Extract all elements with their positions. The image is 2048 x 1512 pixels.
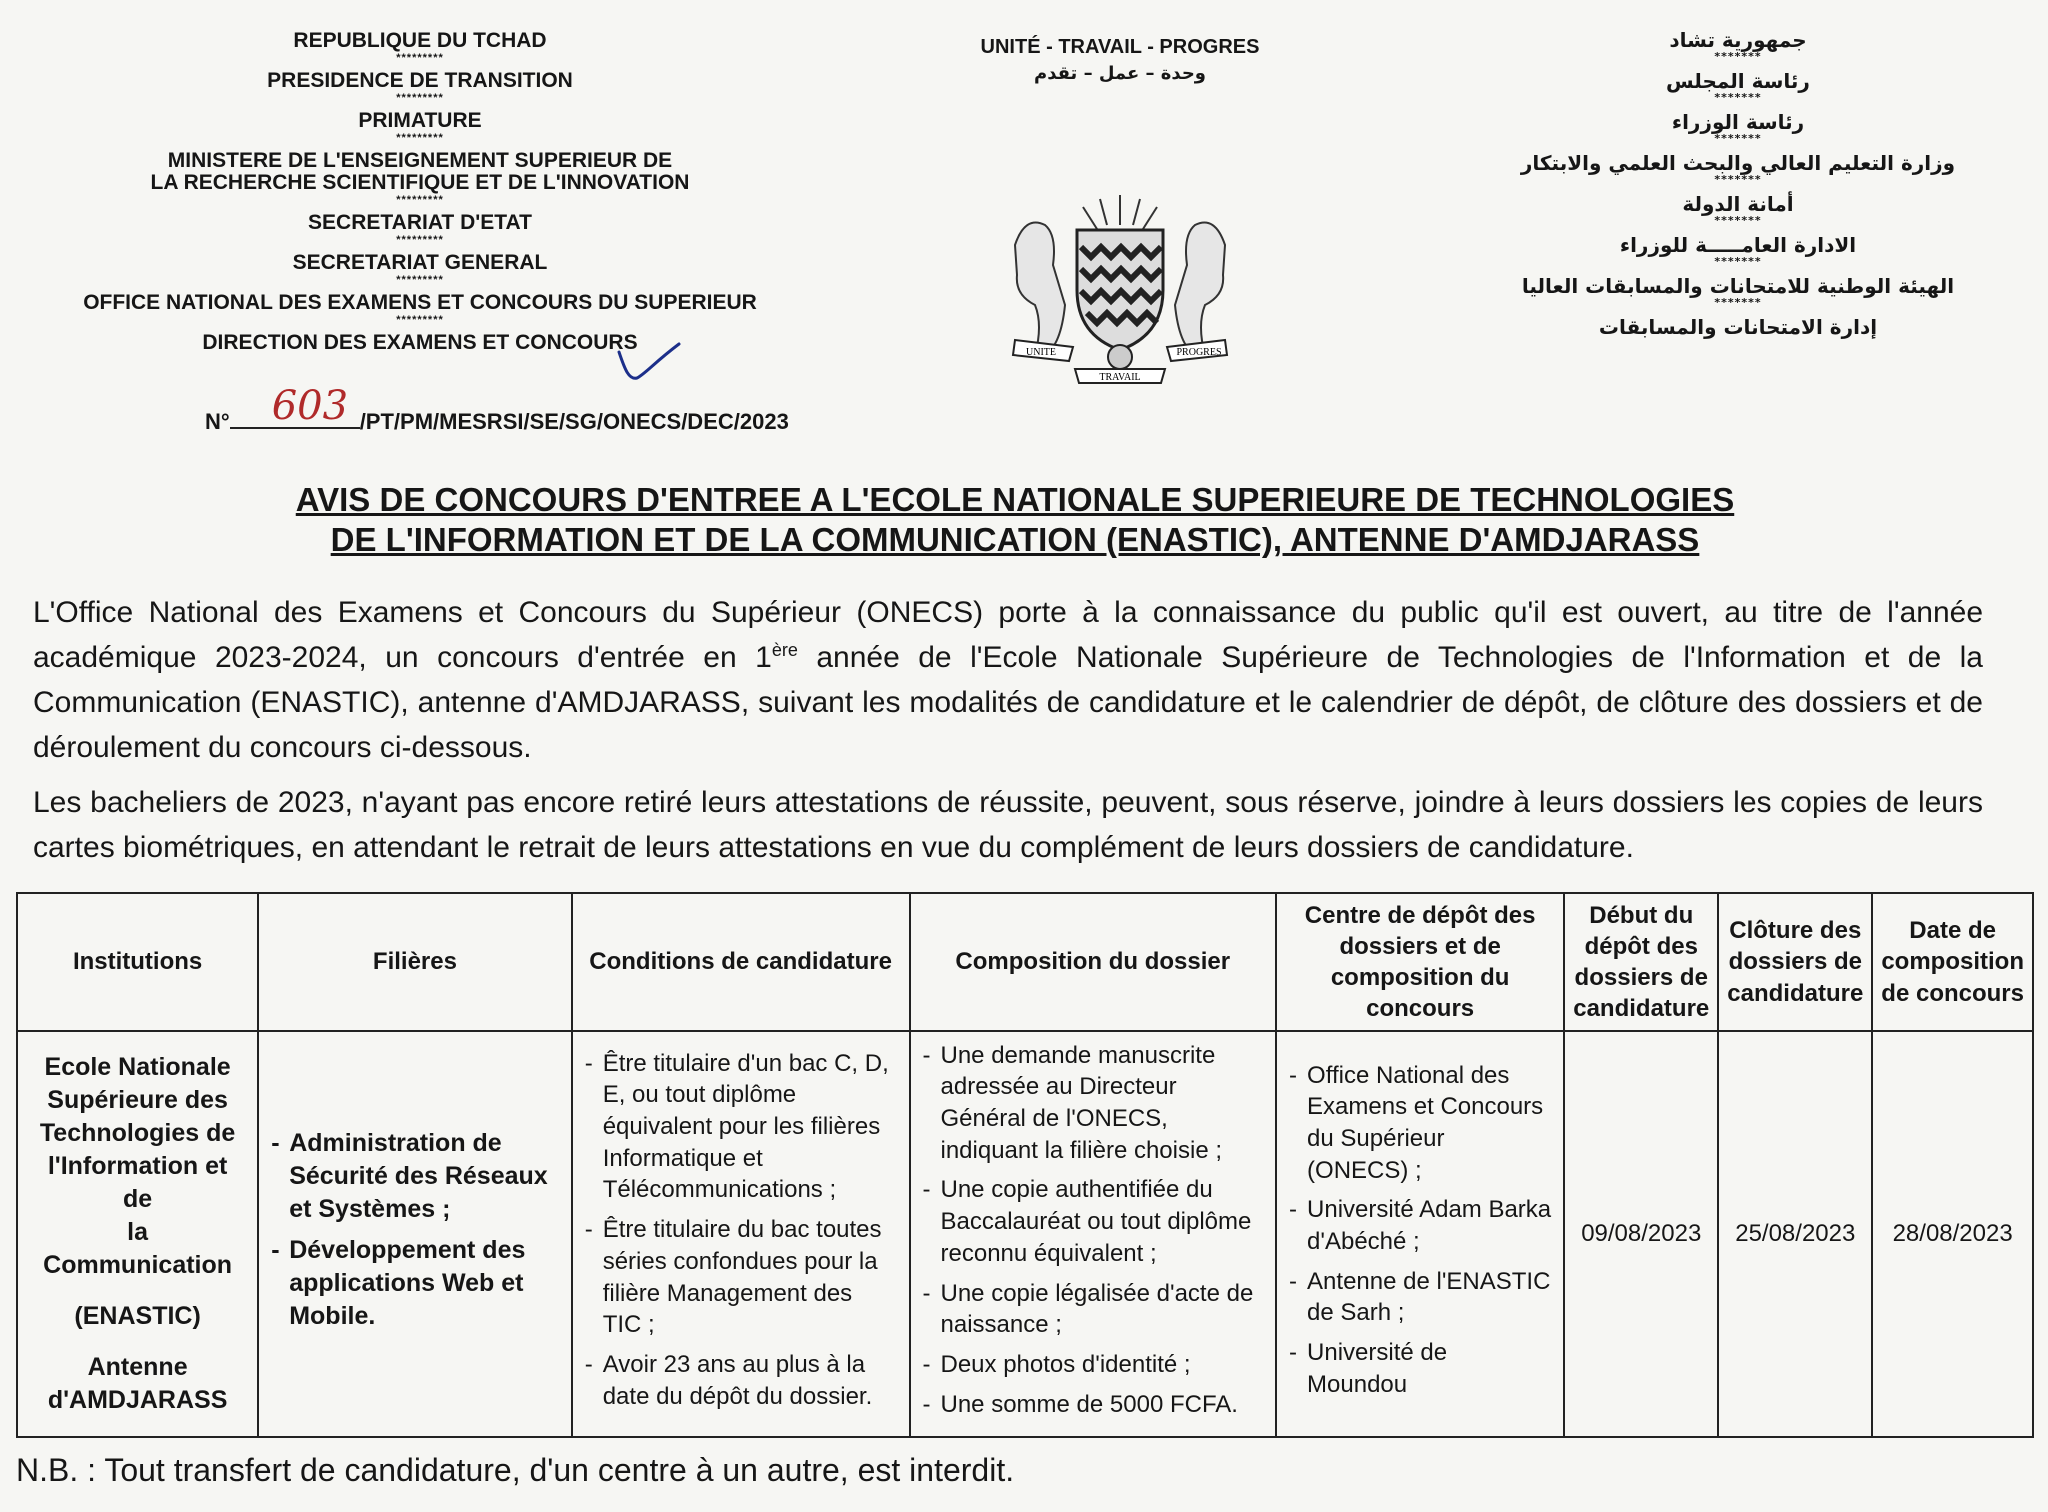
header-center [960,36,1280,84]
filieres-cell [258,1031,572,1437]
separator: ********* [396,314,444,327]
composition-date: 28/08/2023 [1872,1031,2033,1437]
conditions-list [585,1048,897,1412]
direction-name: DIRECTION DES EXAMENS ET CONCOURS [202,331,638,355]
list-item: - Une demande manuscrite adressée au Directeur Général de l'ONECS, indiquant la filière choisie ; [923,1040,1264,1167]
composition-list [923,1040,1264,1420]
list-item: - Université de Moundou [1289,1337,1551,1400]
list-item: - Être titulaire d'un bac C, D, E, ou tout diplôme équivalent pour les filières Informatique et Télécommunications ; [585,1048,897,1206]
institution-line: Technologies de [39,1119,236,1147]
table-row [17,1031,2033,1437]
primature-name: PRIMATURE [358,109,482,133]
reference-prefix: N° [205,409,230,434]
separator: ********* [396,132,444,145]
separator: ******* [1714,91,1762,104]
competition-table [16,892,2034,1438]
reference-number [205,383,789,435]
separator: ********* [396,274,444,287]
ministry-line-2: LA RECHERCHE SCIENTIFIQUE ET DE L'INNOVATION [150,171,690,195]
header-cell: Composition du dossier [910,893,1277,1031]
ar-line-3: رئاسة الوزراء [1671,110,1805,134]
ministry-line-1: MINISTERE DE L'ENSEIGNEMENT SUPERIEUR DE [167,149,673,173]
motto: UNITÉ - TRAVAIL - PROGRES [980,36,1260,58]
document-title [100,480,1930,559]
separator: ********* [396,92,444,105]
list-item: - Avoir 23 ans au plus à la date du dépôt du dossier. [585,1349,897,1412]
reference-handwritten-number: 603 [271,383,349,429]
list-item: - Une copie légalisée d'acte de naissance ; [923,1278,1264,1341]
ar-line-7: الهيئة الوطنية للامتحانات والمسابقات العاليا [1521,274,1955,298]
header-cell: Début du dépôt des dossiers de candidature [1564,893,1718,1031]
institution-line: d'AMDJARASS [47,1386,228,1414]
list-item: - Université Adam Barka d'Abéché ; [1289,1194,1551,1257]
office-name: OFFICE NATIONAL DES EXAMENS ET CONCOURS DU SUPERIEUR [83,291,757,315]
nota-bene: N.B. : Tout transfert de candidature, d'un centre à un autre, est interdit. [16,1452,1015,1488]
separator: ******* [1714,255,1762,268]
intro-p1-part-a: L'Office National des Examens et Concours du Supérieur (ONECS) porte à la connaissance du public qu'il est ouvert, au titre de l'année académique 2023-2024, un concours d'entrée en 1 [33,596,1983,674]
institution-cell [17,1031,258,1437]
separator: ******* [1714,173,1762,186]
ribbon-travail: TRAVAIL [1099,372,1141,383]
header-cell: Clôture des dossiers de candidature [1718,893,1872,1031]
coat-of-arms-icon [995,185,1245,385]
institution-line: l'Information et de [47,1152,228,1213]
conditions-cell [572,1031,910,1437]
institution-line: la Communication [43,1218,233,1279]
header-cell: Centre de dépôt des dossiers et de composition du concours [1276,893,1564,1031]
list-item: - Office National des Examens et Concours du Supérieur (ONECS) ; [1289,1060,1551,1187]
ar-line-2: رئاسة المجلس [1666,69,1810,93]
intro-paragraph-2: Les bacheliers de 2023, n'ayant pas encore retiré leurs attestations de réussite, peuvent, sous réserve, joindre à leurs dossiers les copies de leurs cartes biométriques, en attendant le retrait de leurs attestations en vue du complément de leurs dossiers de candidature. [33,786,1983,864]
table-header-row [17,893,2033,1031]
reference-blank [230,383,360,429]
header-cell: Conditions de candidature [572,893,910,1031]
intro-p1-superscript: ère [771,640,798,660]
institution-line: Antenne [87,1353,188,1381]
list-item: - Être titulaire du bac toutes séries confondues pour la filière Management des TIC ; [585,1214,897,1341]
ribbon-unite: UNITE [1026,347,1056,358]
separator: ********* [396,234,444,247]
list-item: - Une somme de 5000 FCFA. [923,1389,1264,1421]
separator: ******* [1714,132,1762,145]
centres-cell [1276,1031,1564,1437]
ar-line-6: الادارة العامـــــة للوزراء [1619,233,1857,257]
cloture-date: 25/08/2023 [1718,1031,1872,1437]
header-cell: Date de composition de concours [1872,893,2033,1031]
motto-arabic: وحدة – عمل – تقدم [1034,63,1206,84]
ar-line-8: إدارة الامتحانات والمسابقات [1598,315,1878,339]
institution-line: (ENASTIC) [74,1302,201,1330]
title-line-1: AVIS DE CONCOURS D'ENTREE A L'ECOLE NATIONALE SUPERIEURE DE TECHNOLOGIES [295,481,1735,518]
header-left [60,30,780,354]
separator: ********* [396,52,444,65]
list-item: - Antenne de l'ENASTIC de Sarh ; [1289,1266,1551,1329]
republic-name: REPUBLIQUE DU TCHAD [293,29,547,52]
institution-line: Supérieure des [47,1086,228,1114]
header-cell: Filières [258,893,572,1031]
debut-date: 09/08/2023 [1564,1031,1718,1437]
centres-list [1289,1060,1551,1401]
header-cell: Institutions [17,893,258,1031]
intro-p1-part-b: année de l'Ecole Nationale Supérieure de Technologies de l'Information et de la Communication (ENASTIC), antenne d'AMDJARASS, suivant les modalités de candidature et le calendrier de dépôt, de clôture des dossiers et de déroulement du concours ci-dessous. [33,641,1983,764]
separator: ******* [1714,50,1762,63]
composition-cell [910,1031,1277,1437]
list-item: - Développement des applications Web et Mobile. [271,1234,559,1333]
list-item: - Administration de Sécurité des Réseaux et Systèmes ; [271,1127,559,1226]
handwritten-check-icon [615,340,685,390]
title-line-2: DE L'INFORMATION ET DE LA COMMUNICATION (ENASTIC), ANTENNE D'AMDJARASS [330,520,1700,558]
secretariat-etat: SECRETARIAT D'ETAT [308,211,532,235]
filieres-list [271,1127,559,1333]
ar-line-1: جمهورية تشاد [1669,28,1807,52]
ar-line-5: أمانة الدولة [1682,192,1794,216]
separator: ******* [1714,214,1762,227]
list-item: - Deux photos d'identité ; [923,1349,1264,1381]
separator: ********* [396,194,444,207]
separator: ******* [1714,296,1762,309]
ribbon-progres: PROGRES [1176,347,1222,358]
secretariat-general: SECRETARIAT GENERAL [292,251,548,275]
presidency-name: PRESIDENCE DE TRANSITION [267,69,573,93]
header-right-arabic [1478,30,1998,338]
institution-line: Ecole Nationale [44,1053,231,1081]
intro-paragraph-1 [33,590,1983,770]
reference-suffix: /PT/PM/MESRSI/SE/SG/ONECS/DEC/2023 [359,409,789,434]
ar-line-4: وزارة التعليم العالي والبحث العلمي والابتكار [1520,151,1956,175]
list-item: - Une copie authentifiée du Baccalauréat ou tout diplôme reconnu équivalent ; [923,1174,1264,1269]
